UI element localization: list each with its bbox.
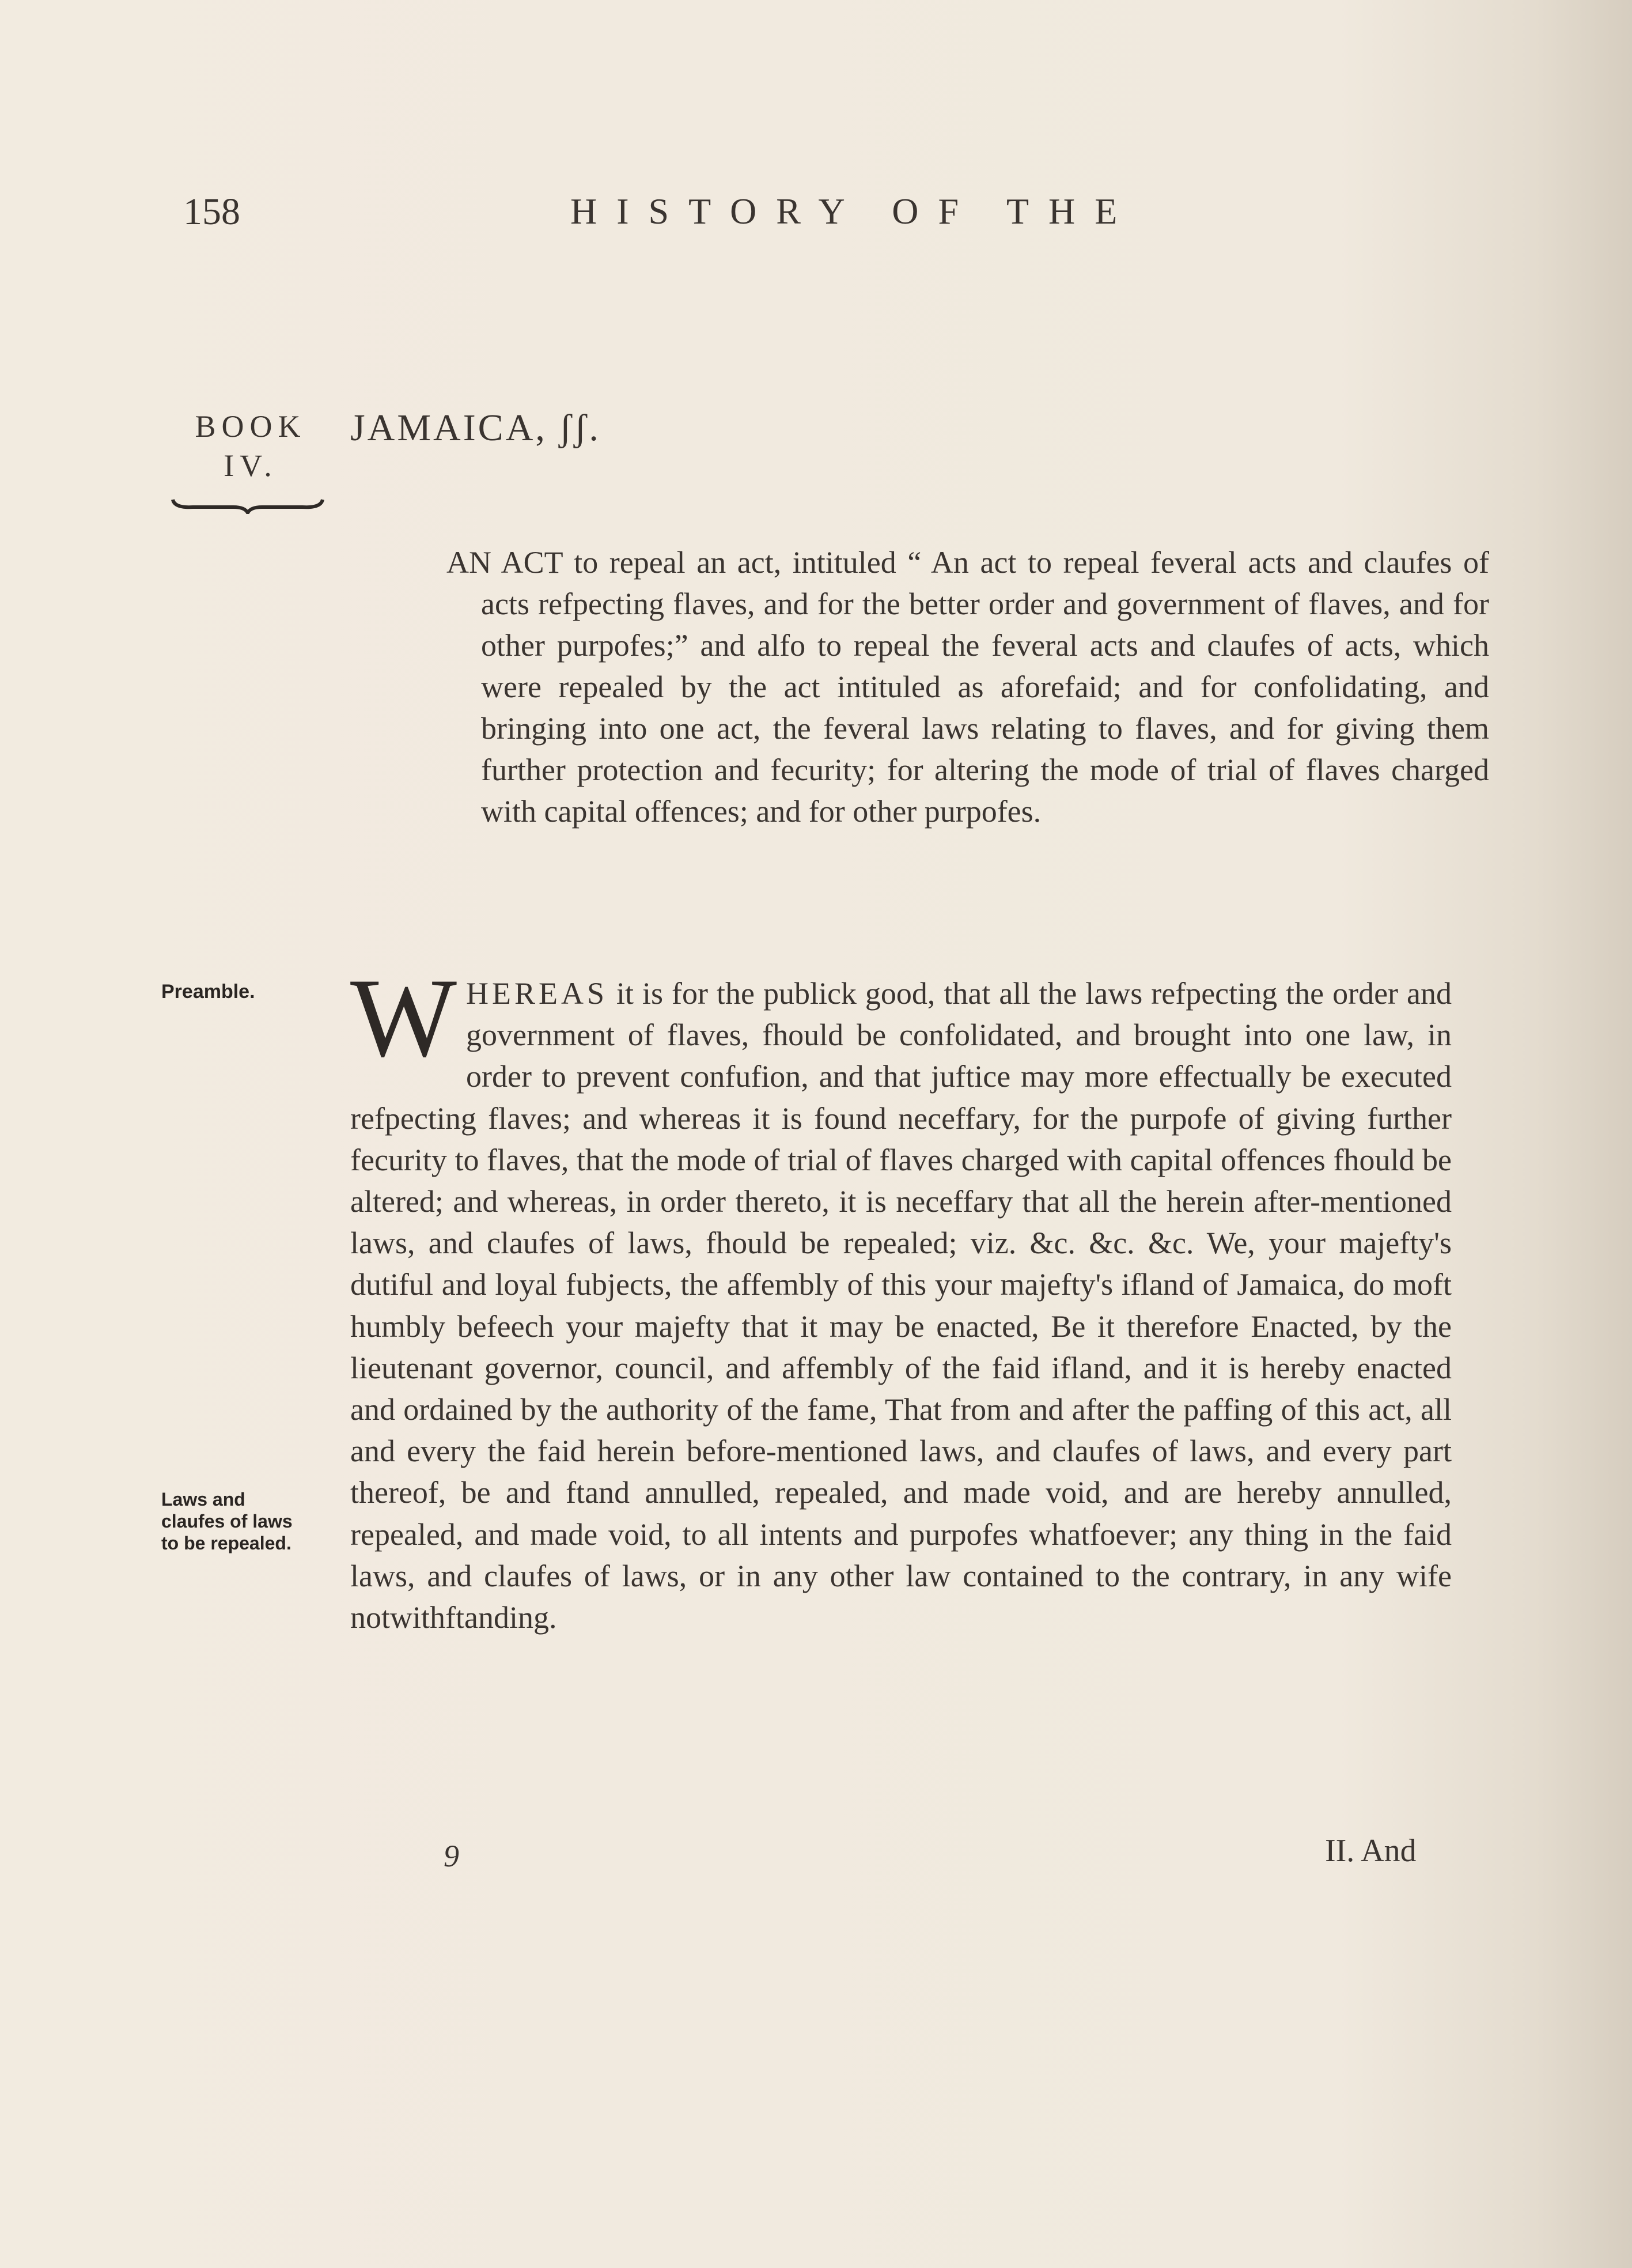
act-body <box>350 955 1452 1638</box>
body-lead-word: HEREAS <box>466 976 608 1011</box>
book-number: IV. <box>224 448 278 483</box>
signature-mark: 9 <box>444 1839 459 1873</box>
act-title: AN ACT to repeal an act, intituled “ An act to repeal feveral acts and claufes of acts refpecting flaves, and for the better order and government of flaves, and for other purpofes;” and alfo to repeal the feveral acts and claufes of acts, which were repealed by the act intituled as aforefaid; and for confolidating, and bringing into one act, the feveral laws relating to flaves, and for giving them further protection and fecurity; for altering the mode of trial of flaves charged with capital offences; and for other purpofes. <box>446 545 1489 829</box>
brace-ornament-icon <box>170 497 325 514</box>
book-label: BOOK <box>195 409 306 444</box>
margin-note-preamble: Preamble. <box>161 981 255 1003</box>
catchword: II. And <box>1325 1833 1417 1869</box>
drop-capital: W <box>350 955 457 1080</box>
page-number: 158 <box>183 191 240 233</box>
body-text: it is for the publick good, that all the laws refpecting the order and government of flaves, fhould be confolidated, and brought into one law, in order to prevent confufion, and that juftice may more effectually be executed refpecting flaves; and whereas it is found neceffary, for the purpofe of giving further fecurity to flaves, that the mode of trial of flaves charged with capital offences fhould be altered; and whereas, in order thereto, it is neceffary that all the herein after-mentioned laws, and claufes of laws, fhould be repealed; viz. &c. &c. &c. We, your majefty's dutiful and loyal fubjects, the affembly of this your majefty's ifland of Jamaica, do moft humbly befeech your majefty that it may be enacted, Be it therefore Enacted, by the lieutenant governor, council, and affembly of the faid ifland, and it is hereby enacted and ordained by the authority of the fame, That from and after the paffing of this act, all and every the faid herein before-mentioned laws, and claufes of laws, and every part thereof, be and ftand annulled, repealed, and made void, and are hereby annulled, repealed, and made void, to all intents and purpofes whatfoever; any thing in the faid laws, and claufes of laws, or in any other law contained to the contrary, in any wife notwithftanding. <box>350 976 1452 1635</box>
book-label-block <box>173 407 328 485</box>
running-head: HISTORY OF THE <box>570 191 1137 232</box>
margin-note-laws-repealed: Laws and claufes of laws to be repealed. <box>161 1489 293 1553</box>
act-heading: JAMAICA, ʃʃ. <box>350 407 601 449</box>
